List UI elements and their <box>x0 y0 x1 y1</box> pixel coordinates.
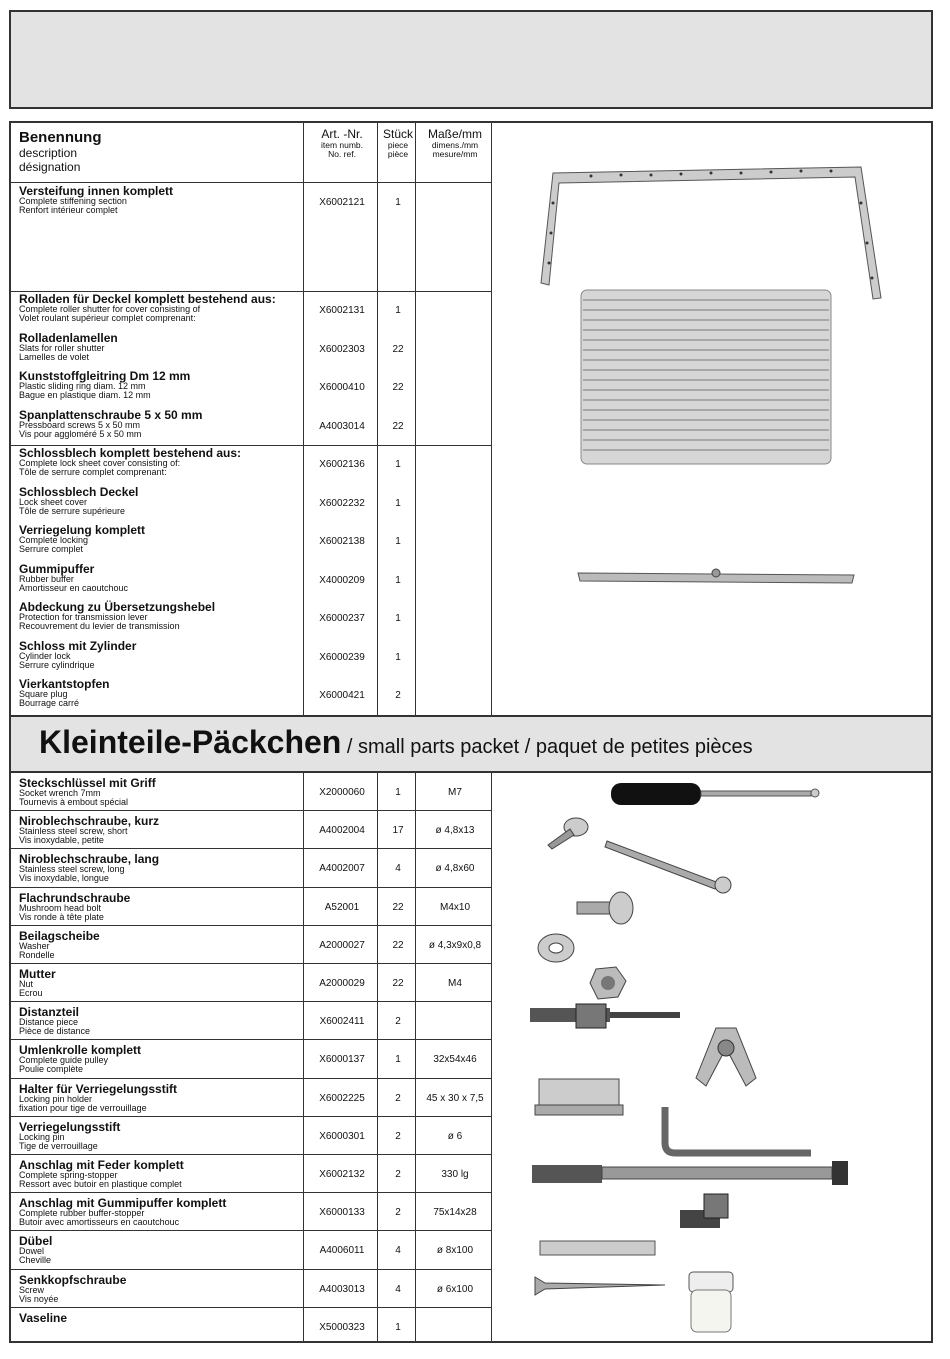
small-part-quantity: 22 <box>392 978 404 989</box>
part-name-fr: Volet roulant supérieur complet comprenant: <box>19 313 196 323</box>
small-part-description <box>19 892 309 922</box>
part-quantity: 1 <box>395 305 401 316</box>
part-name-fr: Tôle de serrure supérieure <box>19 506 126 516</box>
small-part-name-fr: Ressort avec butoir en plastique complet <box>19 1179 182 1189</box>
short-screw-image <box>536 813 596 853</box>
part-description <box>19 293 309 323</box>
section-divider <box>11 771 931 773</box>
small-part-name-en: Locking pin <box>19 1132 65 1142</box>
part-article-number: X4000209 <box>319 575 365 586</box>
small-part-name-en: Dowel <box>19 1246 45 1256</box>
part-name-en: Complete lock sheet cover consisting of: <box>19 458 181 468</box>
part-quantity: 22 <box>392 344 404 355</box>
part-name-en: Plastic sliding ring diam. 12 mm <box>19 381 146 391</box>
part-name-fr: Renfort intérieur complet <box>19 205 118 215</box>
part-name-fr: Serrure complet <box>19 544 84 554</box>
column-divider <box>377 123 378 716</box>
small-part-name-en: Socket wrench 7mm <box>19 788 101 798</box>
small-part-dimension: M4x10 <box>439 902 470 913</box>
part-name-de: Schlossblech komplett bestehend aus: <box>19 446 242 460</box>
part-article-number: X6002138 <box>319 536 365 547</box>
part-article-number: X6000410 <box>319 382 365 393</box>
row-divider <box>11 1154 492 1155</box>
small-part-name-en: Mushroom head bolt <box>19 903 102 913</box>
part-quantity: 1 <box>395 652 401 663</box>
part-name-fr: Recouvrement du levier de transmission <box>19 621 180 631</box>
row-divider <box>11 1230 492 1231</box>
row-divider <box>11 1116 492 1117</box>
part-name-en: Protection for transmission lever <box>19 612 148 622</box>
part-description <box>19 678 309 708</box>
small-part-quantity: 1 <box>395 1054 401 1065</box>
small-part-dimension: ø 4,3x9x0,8 <box>428 940 482 951</box>
part-name-en: Slats for roller shutter <box>19 343 105 353</box>
small-part-name-de: Distanzteil <box>19 1005 80 1019</box>
small-part-dimension: 330 lg <box>441 1169 469 1180</box>
small-part-description <box>19 1159 309 1189</box>
part-article-number: X6002131 <box>319 305 365 316</box>
small-part-name-fr: Vis noyée <box>19 1294 59 1304</box>
small-part-article-number: A52001 <box>324 902 360 913</box>
part-quantity: 2 <box>395 690 401 701</box>
part-description <box>19 524 309 554</box>
small-part-quantity: 2 <box>395 1131 401 1142</box>
part-quantity: 22 <box>392 421 404 432</box>
small-part-name-de: Verriegelungsstift <box>19 1120 121 1134</box>
part-name-en: Complete locking <box>19 535 89 545</box>
small-part-article-number: X6002225 <box>319 1093 365 1104</box>
small-part-description <box>19 1274 309 1304</box>
part-quantity: 1 <box>395 498 401 509</box>
small-part-article-number: X6002411 <box>319 1016 365 1027</box>
small-part-name-fr: Poulie complète <box>19 1064 84 1074</box>
row-divider <box>11 1078 492 1079</box>
part-name-en: Lock sheet cover <box>19 497 88 507</box>
small-part-name-de: Flachrundschraube <box>19 891 131 905</box>
small-part-quantity: 1 <box>395 787 401 798</box>
small-part-article-number: A4003013 <box>319 1284 365 1295</box>
small-part-name-fr: Rondelle <box>19 950 55 960</box>
small-part-name-fr: Ecrou <box>19 988 43 998</box>
small-part-quantity: 1 <box>395 1322 401 1333</box>
guide-pulley-image <box>686 1018 766 1093</box>
part-quantity: 22 <box>392 382 404 393</box>
small-part-quantity: 22 <box>392 940 404 951</box>
section-header <box>11 716 931 772</box>
part-name-de: Schloss mit Zylinder <box>19 639 137 653</box>
small-part-article-number: A4002004 <box>319 825 365 836</box>
small-part-dimension: 45 x 30 x 7,5 <box>426 1093 484 1104</box>
section-divider <box>11 715 931 717</box>
part-quantity: 1 <box>395 575 401 586</box>
buffer-stopper-image <box>676 1188 736 1238</box>
small-part-name-fr: Tournevis à embout spécial <box>19 797 129 807</box>
small-part-article-number: A4006011 <box>319 1245 365 1256</box>
small-part-name-fr: Vis inoxydable, petite <box>19 835 104 845</box>
small-part-name-en: Nut <box>19 979 34 989</box>
small-part-name-de: Anschlag mit Feder komplett <box>19 1158 184 1172</box>
small-part-article-number: A4002007 <box>319 863 365 874</box>
col-header-name-fr: désignation <box>19 160 81 174</box>
parts-table <box>9 121 933 1343</box>
part-article-number: X6002232 <box>319 498 365 509</box>
small-part-name-fr: Cheville <box>19 1255 52 1265</box>
small-part-article-number: X5000323 <box>319 1322 365 1333</box>
small-part-description <box>19 1083 309 1113</box>
part-name-de: Vierkantstopfen <box>19 677 110 691</box>
part-name-fr: Amortisseur en caoutchouc <box>19 583 129 593</box>
small-part-name-fr: Tige de verrouillage <box>19 1141 98 1151</box>
washer-image <box>531 928 581 968</box>
part-name-fr: Vis pour aggloméré 5 x 50 mm <box>19 429 142 439</box>
part-article-number: A4003014 <box>319 421 365 432</box>
part-article-number: X6002303 <box>319 344 365 355</box>
small-part-article-number: X6000301 <box>319 1131 365 1142</box>
part-name-de: Rolladen für Deckel komplett bestehend aus: <box>19 292 276 306</box>
small-part-quantity: 22 <box>392 902 404 913</box>
part-article-number: X6002136 <box>319 459 365 470</box>
small-part-name-en: Stainless steel screw, short <box>19 826 128 836</box>
long-screw-image <box>601 835 741 895</box>
part-name-de: Rolladenlamellen <box>19 331 118 345</box>
small-part-dimension: ø 4,8x13 <box>435 825 475 836</box>
row-divider <box>11 1307 492 1308</box>
small-part-dimension: M7 <box>448 787 462 798</box>
section-subtitle: / small parts packet / paquet de petites pièces <box>341 736 753 758</box>
small-part-name-en: Stainless steel screw, long <box>19 864 125 874</box>
small-part-name-fr: Butoir avec amortisseurs en caoutchouc <box>19 1217 180 1227</box>
small-part-name-en: Complete rubber buffer-stopper <box>19 1208 145 1218</box>
small-part-name-de: Niroblechschraube, kurz <box>19 814 160 828</box>
row-divider <box>11 925 492 926</box>
small-part-dimension: ø 4,8x60 <box>435 863 475 874</box>
small-part-quantity: 17 <box>392 825 404 836</box>
part-name-de: Abdeckung zu Übersetzungshebel <box>19 600 216 614</box>
part-description <box>19 332 309 362</box>
column-divider <box>491 123 492 716</box>
small-part-name-de: Halter für Verriegelungsstift <box>19 1082 178 1096</box>
small-part-description <box>19 1121 309 1151</box>
header-divider <box>11 182 492 183</box>
part-quantity: 1 <box>395 197 401 208</box>
col-header-art: Art. -Nr. item numb. No. ref. <box>320 127 364 159</box>
part-name-fr: Tôle de serrure complet comprenant: <box>19 467 167 477</box>
small-part-description <box>19 1044 309 1074</box>
part-name-de: Schlossblech Deckel <box>19 485 139 499</box>
socket-wrench-image <box>601 775 831 815</box>
part-name-en: Complete stiffening section <box>19 196 127 206</box>
small-part-name-de: Umlenkrolle komplett <box>19 1043 142 1057</box>
roller-shutter-image <box>571 288 841 468</box>
small-part-dimension: ø 8x100 <box>436 1245 474 1256</box>
part-description <box>19 409 309 439</box>
small-part-description <box>19 1312 309 1324</box>
part-name-en: Cylinder lock <box>19 651 71 661</box>
small-part-name-de: Dübel <box>19 1234 53 1248</box>
small-part-name-de: Steckschlüssel mit Griff <box>19 776 156 790</box>
small-part-dimension: ø 6 <box>447 1131 463 1142</box>
part-description <box>19 370 309 400</box>
small-part-dimension: 32x54x46 <box>433 1054 477 1065</box>
small-part-dimension: 75x14x28 <box>433 1207 477 1218</box>
small-part-name-fr: Vis ronde à tête plate <box>19 912 104 922</box>
small-part-dimension: ø 6x100 <box>436 1284 474 1295</box>
row-divider <box>11 1269 492 1270</box>
col-header-name: Benennung <box>19 129 102 146</box>
col-header-name-en: description <box>19 146 78 160</box>
small-part-name-de: Anschlag mit Gummipuffer komplett <box>19 1196 227 1210</box>
small-part-description <box>19 815 309 845</box>
part-quantity: 1 <box>395 536 401 547</box>
part-name-fr: Bague en plastique diam. 12 mm <box>19 390 151 400</box>
small-part-description <box>19 968 309 998</box>
part-name-en: Rubber buffer <box>19 574 74 584</box>
row-divider <box>11 1192 492 1193</box>
row-divider <box>11 887 492 888</box>
dowel-image <box>536 1235 661 1261</box>
part-name-de: Gummipuffer <box>19 562 95 576</box>
col-header-dim: Maße/mm dimens./mm mesure/mm <box>428 127 482 159</box>
part-name-en: Square plug <box>19 689 68 699</box>
row-divider <box>11 848 492 849</box>
small-part-name-de: Vaseline <box>19 1311 68 1325</box>
part-article-number: X6000237 <box>319 613 365 624</box>
lock-sheet-image <box>576 563 856 589</box>
small-part-description <box>19 1235 309 1265</box>
countersunk-screw-image <box>531 1273 671 1299</box>
small-part-name-en: Locking pin holder <box>19 1094 93 1104</box>
row-divider <box>11 810 492 811</box>
small-part-article-number: X2000060 <box>319 787 365 798</box>
part-article-number: X6000421 <box>319 690 365 701</box>
small-part-article-number: A2000027 <box>319 940 365 951</box>
small-part-quantity: 2 <box>395 1169 401 1180</box>
title-area <box>9 10 933 109</box>
small-part-quantity: 2 <box>395 1207 401 1218</box>
small-part-name-en: Complete guide pulley <box>19 1055 109 1065</box>
small-part-dimension: M4 <box>448 978 462 989</box>
part-description <box>19 640 309 670</box>
small-part-article-number: X6002132 <box>319 1169 365 1180</box>
small-part-description <box>19 930 309 960</box>
part-quantity: 1 <box>395 459 401 470</box>
small-part-article-number: A2000029 <box>319 978 365 989</box>
vaseline-jar-image <box>681 1268 741 1338</box>
part-name-fr: Bourrage carré <box>19 698 80 708</box>
part-description <box>19 486 309 516</box>
part-article-number: X6002121 <box>319 197 365 208</box>
part-description <box>19 601 309 631</box>
locking-pin-holder-image <box>531 1073 631 1123</box>
part-name-de: Spanplattenschraube 5 x 50 mm <box>19 408 203 422</box>
distance-piece-image <box>526 998 686 1043</box>
col-header-qty: Stück piece pièce <box>382 127 413 159</box>
small-part-quantity: 2 <box>395 1016 401 1027</box>
row-divider <box>11 1001 492 1002</box>
mushroom-bolt-image <box>571 888 641 928</box>
small-part-name-de: Mutter <box>19 967 56 981</box>
small-part-name-en: Screw <box>19 1285 45 1295</box>
small-part-quantity: 4 <box>395 1284 401 1295</box>
part-name-de: Versteifung innen komplett <box>19 184 174 198</box>
part-description <box>19 447 309 477</box>
column-divider <box>415 123 416 716</box>
small-part-name-fr: fixation pour tige de verrouillage <box>19 1103 147 1113</box>
row-divider <box>11 1039 492 1040</box>
small-part-name-en: Washer <box>19 941 50 951</box>
small-part-quantity: 4 <box>395 1245 401 1256</box>
stiffening-section-image <box>531 163 891 303</box>
part-name-de: Verriegelung komplett <box>19 523 146 537</box>
part-name-fr: Lamelles de volet <box>19 352 90 362</box>
small-part-name-de: Niroblechschraube, lang <box>19 852 160 866</box>
part-description <box>19 185 309 215</box>
part-name-fr: Serrure cylindrique <box>19 660 95 670</box>
small-part-description <box>19 853 309 883</box>
section-title: Kleinteile-Päckchen <box>39 724 342 760</box>
part-quantity: 1 <box>395 613 401 624</box>
small-part-article-number: X6000137 <box>319 1054 365 1065</box>
part-name-en: Pressboard screws 5 x 50 mm <box>19 420 141 430</box>
small-part-description <box>19 777 309 807</box>
part-article-number: X6000239 <box>319 652 365 663</box>
small-part-name-fr: Vis inoxydable, longue <box>19 873 109 883</box>
part-name-en: Complete roller shutter for cover consisting of <box>19 304 201 314</box>
small-part-article-number: X6000133 <box>319 1207 365 1218</box>
small-part-description <box>19 1006 309 1036</box>
small-part-name-de: Senkkopfschraube <box>19 1273 127 1287</box>
row-divider <box>11 963 492 964</box>
small-part-quantity: 2 <box>395 1093 401 1104</box>
small-part-quantity: 4 <box>395 863 401 874</box>
nut-image <box>586 963 631 1003</box>
small-part-name-de: Beilagscheibe <box>19 929 100 943</box>
part-name-de: Kunststoffgleitring Dm 12 mm <box>19 369 191 383</box>
small-part-name-en: Distance piece <box>19 1017 79 1027</box>
part-description <box>19 563 309 593</box>
small-part-name-en: Complete spring-stopper <box>19 1170 118 1180</box>
small-part-description <box>19 1197 309 1227</box>
small-part-name-fr: Pièce de distance <box>19 1026 91 1036</box>
